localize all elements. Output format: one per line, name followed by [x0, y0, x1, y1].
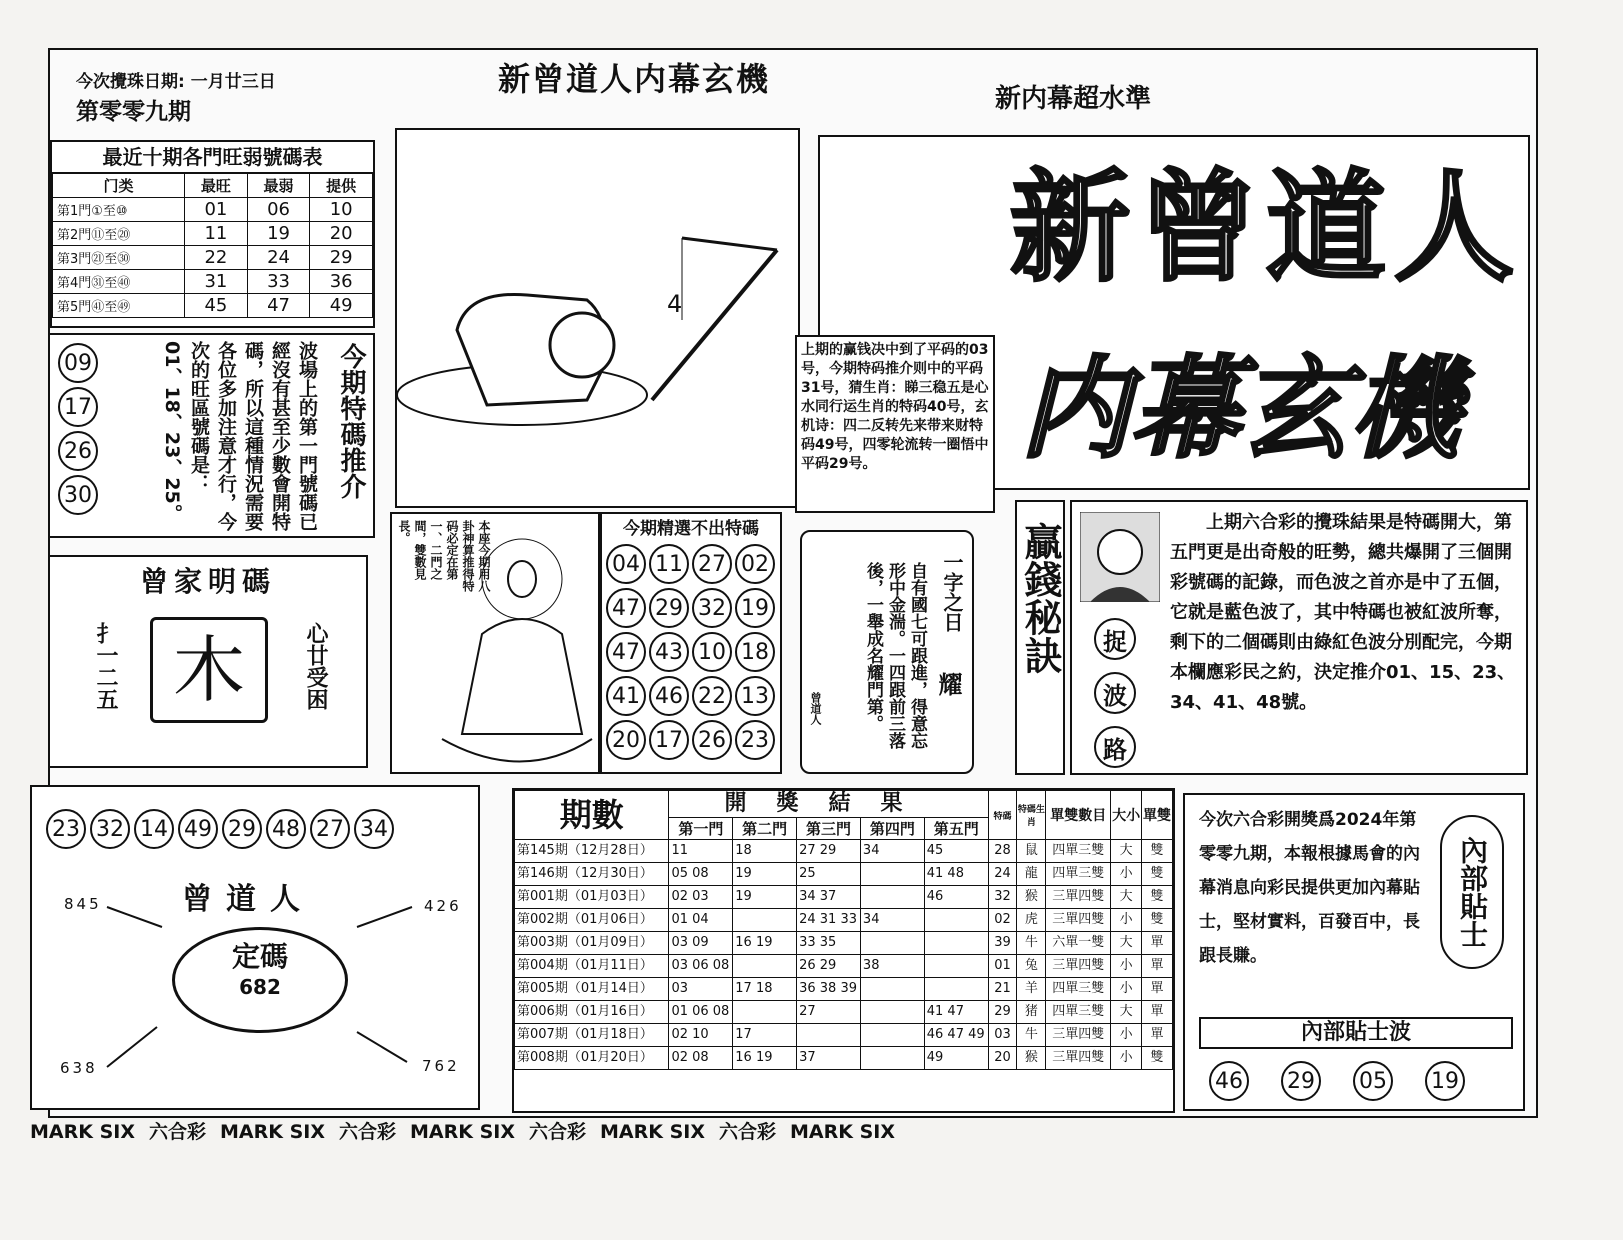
ball: 43	[649, 632, 689, 672]
table-row	[515, 978, 1173, 1001]
corner-number: 762	[422, 1057, 460, 1075]
scroll-word: 耀	[934, 672, 962, 696]
scroll-title: 一字之日	[940, 552, 964, 632]
table-cell: 19	[247, 222, 310, 246]
ball: 30	[58, 475, 98, 515]
table-cell: 03	[669, 978, 733, 1001]
table-cell: 20	[310, 222, 373, 246]
table-cell: 24	[988, 863, 1017, 886]
footer-item: MARK SIX	[410, 1121, 515, 1143]
table-cell: 鼠	[1017, 840, 1046, 863]
table-cell: 第5門㊶至㊾	[53, 294, 185, 318]
page-title: 新曾道人内幕玄機	[498, 60, 771, 98]
arrows-icon	[32, 787, 482, 1112]
ball: 14	[134, 809, 174, 849]
table-cell: 雙	[1142, 909, 1173, 932]
table-cell: 雙	[1142, 886, 1173, 909]
table-cell: 17	[733, 1024, 797, 1047]
table-cell: 31	[185, 270, 248, 294]
table-cell: 猪	[1017, 1001, 1046, 1024]
th: 第五門	[924, 818, 988, 840]
th: 最旺	[185, 174, 248, 198]
corner-number: 638	[60, 1059, 98, 1077]
table-cell: 猴	[1017, 886, 1046, 909]
riddle-right: 心廿受困	[303, 622, 328, 710]
ball: 23	[46, 809, 86, 849]
secret-badge: 捉	[1094, 618, 1136, 660]
wave-balls	[1207, 1059, 1527, 1103]
th: 第三門	[797, 818, 861, 840]
th: 特碼	[988, 791, 1017, 840]
table-cell: 單	[1142, 932, 1173, 955]
table-cell: 第2門⑪至⑳	[53, 222, 185, 246]
table-cell: 16 19	[733, 1047, 797, 1070]
ball: 13	[735, 676, 775, 716]
table-cell: 10	[310, 198, 373, 222]
table-cell	[924, 909, 988, 932]
table-row	[515, 1001, 1173, 1024]
scroll-sign: 曾道人	[809, 692, 822, 725]
table-cell	[860, 886, 924, 909]
table-cell: 02 03	[669, 886, 733, 909]
ball: 34	[354, 809, 394, 849]
ball: 10	[692, 632, 732, 672]
portrait-icon	[1080, 512, 1160, 602]
selected-box	[600, 512, 782, 774]
table-cell	[924, 955, 988, 978]
secret-title: 贏錢秘訣	[1018, 522, 1062, 674]
table-cell: 36 38 39	[797, 978, 861, 1001]
table-cell: 22	[185, 246, 248, 270]
table-cell: 19	[733, 863, 797, 886]
ball: 29	[1281, 1061, 1321, 1101]
table-cell: 28	[988, 840, 1017, 863]
corner-number: 426	[424, 897, 462, 915]
panda-fishing-illustration	[397, 130, 797, 506]
table-cell: 三單四雙	[1046, 1047, 1111, 1070]
masthead-big1: 新曾道人	[1010, 159, 1522, 298]
table-cell: 45	[185, 294, 248, 318]
tips-box	[1183, 793, 1525, 1111]
ball: 49	[178, 809, 218, 849]
table-cell	[733, 955, 797, 978]
table-cell: 47	[247, 294, 310, 318]
th: 第一門	[669, 818, 733, 840]
footer-item: MARK SIX	[220, 1121, 325, 1143]
table-cell: 三單四雙	[1046, 955, 1111, 978]
table-cell: 32	[988, 886, 1017, 909]
th: 大小	[1111, 791, 1142, 840]
table-cell: 羊	[1017, 978, 1046, 1001]
th: 單雙數目	[1046, 791, 1111, 840]
ball: 48	[266, 809, 306, 849]
table-cell: 小	[1111, 863, 1142, 886]
table-row	[515, 932, 1173, 955]
table-row	[515, 886, 1173, 909]
ball: 32	[90, 809, 130, 849]
ball: 32	[692, 588, 732, 628]
table-cell: 33	[247, 270, 310, 294]
table-cell: 第146期（12月30日）	[515, 863, 669, 886]
table-cell	[860, 1024, 924, 1047]
ball: 29	[222, 809, 262, 849]
th: 單雙	[1142, 791, 1173, 840]
table-cell: 02	[988, 909, 1017, 932]
table-cell: 01	[185, 198, 248, 222]
guanyin-figure-icon	[422, 524, 597, 769]
ball: 20	[606, 720, 646, 760]
table-cell: 小	[1111, 955, 1142, 978]
secret-box	[1070, 500, 1528, 775]
table-cell: 雙	[1142, 1047, 1173, 1070]
table-row	[515, 1024, 1173, 1047]
footer-item: MARK SIX	[30, 1121, 135, 1143]
scroll-text: 自有國七可跟進，得意忘形中金湍。一四跟前三落後，一舉成名耀門第。	[863, 562, 927, 749]
table-cell: 小	[1111, 909, 1142, 932]
table-cell: 46	[924, 886, 988, 909]
secret-badge: 路	[1094, 726, 1136, 768]
ball: 46	[649, 676, 689, 716]
table-cell: 01 06 08	[669, 1001, 733, 1024]
table-cell: 20	[988, 1047, 1017, 1070]
table-cell: 第008期（01月20日）	[515, 1047, 669, 1070]
table-cell: 41 47	[924, 1001, 988, 1024]
draw-date: 今次攪珠日期: 一月廿三日	[76, 72, 276, 92]
table-row	[53, 246, 373, 270]
ball: 46	[1209, 1061, 1249, 1101]
wave-title: 內部貼士波	[1199, 1017, 1513, 1049]
footer-item: 六合彩	[338, 1121, 396, 1143]
table-cell: 第003期（01月09日）	[515, 932, 669, 955]
table-row	[515, 909, 1173, 932]
tips-badge: 內部貼士	[1440, 815, 1504, 969]
table-cell: 第002期（01月06日）	[515, 909, 669, 932]
table-cell: 37	[797, 1047, 861, 1070]
ball: 22	[692, 676, 732, 716]
table-cell: 龍	[1017, 863, 1046, 886]
table-row	[53, 294, 373, 318]
ball: 19	[1425, 1061, 1465, 1101]
table-cell: 02 08	[669, 1047, 733, 1070]
ball: 26	[58, 431, 98, 471]
table-cell: 39	[988, 932, 1017, 955]
footer-item: MARK SIX	[600, 1121, 705, 1143]
footer-item: 六合彩	[148, 1121, 206, 1143]
table-cell: 大	[1111, 932, 1142, 955]
ball: 02	[735, 544, 775, 584]
table-cell: 24	[247, 246, 310, 270]
footer-item: 六合彩	[718, 1121, 776, 1143]
table-cell	[733, 1001, 797, 1024]
table-cell	[860, 863, 924, 886]
th: 特碼生肖	[1017, 791, 1046, 840]
ball: 27	[692, 544, 732, 584]
ball: 41	[606, 676, 646, 716]
col-period: 期數	[515, 791, 669, 840]
table-cell: 雙	[1142, 863, 1173, 886]
table-row	[515, 840, 1173, 863]
ball: 09	[58, 343, 98, 383]
table-cell: 雙	[1142, 840, 1173, 863]
table-cell: 四單三雙	[1046, 840, 1111, 863]
table-cell: 第006期（01月16日）	[515, 1001, 669, 1024]
table-cell: 虎	[1017, 909, 1046, 932]
table-cell: 六單一雙	[1046, 932, 1111, 955]
guanyin-box	[390, 512, 600, 774]
strength-table	[52, 173, 373, 318]
table-cell: 38	[860, 955, 924, 978]
ball: 17	[58, 387, 98, 427]
table-cell	[924, 978, 988, 1001]
ball: 27	[310, 809, 350, 849]
ball: 17	[649, 720, 689, 760]
table-cell: 03	[988, 1024, 1017, 1047]
table-cell: 三單四雙	[1046, 886, 1111, 909]
table-cell: 兔	[1017, 955, 1046, 978]
table-cell: 小	[1111, 978, 1142, 1001]
guanyin-text: 本座今期用八卦神算推得特码必定在第一、二門之間，雙數見長。	[397, 520, 491, 592]
table-cell: 25	[797, 863, 861, 886]
masthead-note: 上期的赢钱决中到了平码的03号，今期特码推介则中的平码31号，猜生肖：睇三稳五是心水同行运生肖的特码40号，玄机诗：四二反转先来带来财特码49号，四零轮流转一圈悟中平码29号。	[795, 335, 995, 513]
results-title: 開獎結果	[669, 791, 988, 818]
table-cell: 49	[310, 294, 373, 318]
table-row	[53, 222, 373, 246]
table-cell	[860, 1047, 924, 1070]
special-balls	[56, 341, 106, 517]
table-cell: 大	[1111, 1001, 1142, 1024]
table-cell: 單	[1142, 1024, 1173, 1047]
table-cell: 牛	[1017, 1024, 1046, 1047]
table-cell: 26 29	[797, 955, 861, 978]
strength-table-box	[50, 140, 375, 328]
table-cell: 02 10	[669, 1024, 733, 1047]
table-cell: 36	[310, 270, 373, 294]
drawing-label: 4	[667, 290, 683, 318]
th: 第二門	[733, 818, 797, 840]
table-cell: 18	[733, 840, 797, 863]
fixed-label: 定碼	[231, 940, 288, 973]
results-table	[514, 790, 1173, 1070]
table-row	[515, 1047, 1173, 1070]
ball: 47	[606, 632, 646, 672]
ball: 05	[1353, 1061, 1393, 1101]
table-cell	[733, 909, 797, 932]
slogan: 新内幕超水準	[995, 84, 1152, 114]
table-cell: 大	[1111, 886, 1142, 909]
table-cell	[860, 978, 924, 1001]
table-cell: 四單三雙	[1046, 978, 1111, 1001]
ball: 19	[735, 588, 775, 628]
riddle-title: 曾家明碼	[139, 565, 276, 598]
riddle-left: 扌一二五	[93, 622, 118, 710]
table-cell: 41 48	[924, 863, 988, 886]
table-cell: 33 35	[797, 932, 861, 955]
table-cell: 34 37	[797, 886, 861, 909]
table-cell: 34	[860, 909, 924, 932]
table-cell: 第145期（12月28日）	[515, 840, 669, 863]
table-cell: 01	[988, 955, 1017, 978]
table-cell: 06	[247, 198, 310, 222]
table-cell: 11	[669, 840, 733, 863]
table-cell: 16 19	[733, 932, 797, 955]
table-cell: 49	[924, 1047, 988, 1070]
table-cell: 46 47 49	[924, 1024, 988, 1047]
secret-title-box	[1015, 500, 1065, 775]
secret-badges	[1094, 612, 1144, 774]
table-cell: 第4門㉛至㊵	[53, 270, 185, 294]
th: 第四門	[860, 818, 924, 840]
th: 提供	[310, 174, 373, 198]
table-cell: 牛	[1017, 932, 1046, 955]
table-row	[53, 198, 373, 222]
th: 门类	[53, 174, 185, 198]
fixed-code: 682	[239, 975, 281, 999]
footer-item: 六合彩	[528, 1121, 586, 1143]
table-cell: 03 06 08	[669, 955, 733, 978]
special-intro-box	[48, 333, 375, 538]
selected-balls	[602, 544, 780, 760]
table-cell: 單	[1142, 978, 1173, 1001]
table-cell: 大	[1111, 840, 1142, 863]
table-row	[515, 955, 1173, 978]
ball: 18	[735, 632, 775, 672]
footer-strip	[30, 1120, 909, 1144]
table-cell: 三單四雙	[1046, 1024, 1111, 1047]
table-cell: 第005期（01月14日）	[515, 978, 669, 1001]
table-cell: 第007期（01月18日）	[515, 1024, 669, 1047]
table-cell: 03 09	[669, 932, 733, 955]
results-box	[512, 788, 1175, 1113]
table-cell: 05 08	[669, 863, 733, 886]
fixed-box	[30, 785, 480, 1110]
tips-text: 今次六合彩開獎爲2024年第零零九期，本報根據馬會的內幕消息向彩民提供更加內幕貼士，堅材實料，百發百中，長跟長賺。	[1199, 810, 1420, 966]
strength-table-title: 最近十期各門旺弱號碼表	[52, 142, 373, 173]
table-cell: 猴	[1017, 1047, 1046, 1070]
table-cell: 27	[797, 1001, 861, 1024]
table-cell: 四單三雙	[1046, 863, 1111, 886]
ball: 11	[649, 544, 689, 584]
table-cell	[860, 932, 924, 955]
table-cell: 17 18	[733, 978, 797, 1001]
table-cell: 三單四雙	[1046, 909, 1111, 932]
table-cell: 第3門㉑至㉚	[53, 246, 185, 270]
table-cell: 第1門①至⑩	[53, 198, 185, 222]
table-cell	[797, 1024, 861, 1047]
table-cell: 34	[860, 840, 924, 863]
scroll-box	[800, 530, 974, 774]
table-cell: 01 04	[669, 909, 733, 932]
table-cell: 19	[733, 886, 797, 909]
special-heading: 今期特碼推介	[336, 343, 366, 499]
ball: 29	[649, 588, 689, 628]
secret-text: 上期六合彩的攪珠結果是特碼開大，第五門更是出奇般的旺勢，總共爆開了三個開彩號碼的記錄，而色波之首亦是中了五個，它就是藍色波了，其中特碼也被紅波所奪，剩下的二個碼則由綠紅色波分別配完，今期本欄應彩民之約，決定推介01、15、23、34、41、48號。	[1170, 512, 1516, 713]
riddle-box	[48, 555, 368, 768]
ball: 47	[606, 588, 646, 628]
riddle-center: 木	[150, 617, 268, 723]
table-cell: 27 29	[797, 840, 861, 863]
table-cell: 小	[1111, 1047, 1142, 1070]
table-cell: 小	[1111, 1024, 1142, 1047]
table-cell: 24 31 33	[797, 909, 861, 932]
table-cell: 29	[988, 1001, 1017, 1024]
selected-title: 今期精選不出特碼	[623, 519, 759, 539]
th: 最弱	[247, 174, 310, 198]
issue-number: 第零零九期	[76, 99, 191, 125]
table-cell: 21	[988, 978, 1017, 1001]
ball: 26	[692, 720, 732, 760]
table-cell: 29	[310, 246, 373, 270]
table-cell	[924, 932, 988, 955]
secret-badge: 波	[1094, 672, 1136, 714]
ball: 04	[606, 544, 646, 584]
footer-item: MARK SIX	[790, 1121, 895, 1143]
illustration-box	[395, 128, 800, 508]
table-cell: 45	[924, 840, 988, 863]
table-cell: 四單三雙	[1046, 1001, 1111, 1024]
corner-number: 845	[64, 895, 102, 913]
table-cell: 第001期（01月03日）	[515, 886, 669, 909]
table-cell: 單	[1142, 1001, 1173, 1024]
table-row	[515, 863, 1173, 886]
table-cell: 第004期（01月11日）	[515, 955, 669, 978]
table-cell: 11	[185, 222, 248, 246]
fixed-name: 曾道人	[182, 882, 314, 917]
table-row	[53, 270, 373, 294]
special-text: 波場上的第一門號碼已經沒有甚至少數會開特碼，所以這種情況需要各位多加注意才行，今次的旺區號碼是：01、18、23、25。	[161, 341, 318, 531]
table-cell	[860, 1001, 924, 1024]
masthead-big2: 内幕玄機	[1020, 345, 1460, 473]
ball: 23	[735, 720, 775, 760]
table-cell: 單	[1142, 955, 1173, 978]
